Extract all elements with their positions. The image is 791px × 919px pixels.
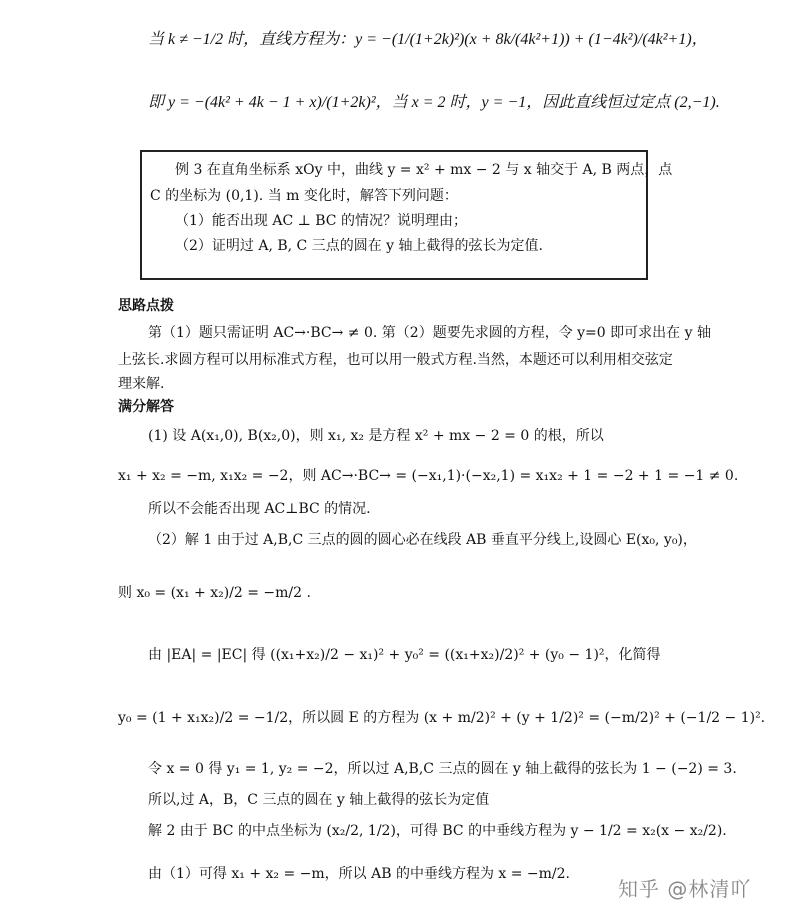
- text-line: 第（1）题只需证明 AC→·BC→ ≠ 0. 第（2）题要先求圆的方程，令 y=0 即可求出在 y 轴: [148, 325, 711, 341]
- text-line: 则 x₀ = (x₁ + x₂)/2 = −m/2 .: [118, 585, 311, 601]
- text-line: 理来解.: [118, 376, 165, 392]
- section-heading: 满分解答: [118, 399, 174, 415]
- text-line: 解 2 由于 BC 的中点坐标为 (x₂/2, 1/2)，可得 BC 的中垂线方程为 y − 1/2 = x₂(x − x₂/2).: [148, 823, 727, 839]
- text-line: （2）解 1 由于过 A,B,C 三点的圆的圆心必在线段 AB 垂直平分线上,设圆心 E(x₀, y₀)，: [148, 532, 697, 548]
- text-line: (1) 设 A(x₁,0), B(x₂,0)，则 x₁, x₂ 是方程 x² + mx − 2 = 0 的根，所以: [148, 428, 604, 444]
- text-line: 当 k ≠ −1/2 时，直线方程为：y = −(1/(1+2k)²)(x + 8k/(4k²+1)) + (1−4k²)/(4k²+1)，: [148, 31, 708, 48]
- text-line: x₁ + x₂ = −m, x₁x₂ = −2，则 AC→·BC→ = (−x₁,1)·(−x₂,1) = x₁x₂ + 1 = −2 + 1 = −1 ≠ 0.: [118, 468, 739, 484]
- text-line: （2）证明过 A, B, C 三点的圆在 y 轴上截得的弦长为定值.: [175, 238, 543, 254]
- text-line: 所以不会能否出现 AC⊥BC 的情况.: [148, 501, 371, 517]
- text-line: 即 y = −(4k² + 4k − 1 + x)/(1+2k)²，当 x = 2 时，y = −1，因此直线恒过定点 (2,−1).: [148, 94, 720, 111]
- text-line: （1）能否出现 AC ⊥ BC 的情况？说明理由；: [175, 213, 467, 229]
- text-line: 令 x = 0 得 y₁ = 1, y₂ = −2，所以过 A,B,C 三点的圆在 y 轴上截得的弦长为 1 − (−2) = 3.: [148, 761, 737, 777]
- text-line: 由 |EA| = |EC| 得 ((x₁+x₂)/2 − x₁)² + y₀² = ((x₁+x₂)/2)² + (y₀ − 1)²，化简得: [148, 647, 661, 663]
- text-line: 由（1）可得 x₁ + x₂ = −m，所以 AB 的中垂线方程为 x = −m/2.: [148, 866, 570, 882]
- text-line: C 的坐标为 (0,1). 当 m 变化时，解答下列问题：: [150, 188, 458, 204]
- section-heading: 思路点拨: [118, 298, 174, 314]
- text-line: y₀ = (1 + x₁x₂)/2 = −1/2，所以圆 E 的方程为 (x + m/2)² + (y + 1/2)² = (−m/2)² + (−1/2 − 1)².: [118, 710, 766, 726]
- text-line: 上弦长.求圆方程可以用标准式方程，也可以用一般式方程.当然，本题还可以利用相交弦定: [118, 352, 673, 368]
- text-line: 所以,过 A，B，C 三点的圆在 y 轴上截得的弦长为定值: [148, 792, 490, 808]
- text-line: 例 3 在直角坐标系 xOy 中，曲线 y = x² + mx − 2 与 x 轴交于 A, B 两点，点: [175, 162, 673, 178]
- zhihu-watermark: 知乎 @林清吖: [618, 877, 752, 901]
